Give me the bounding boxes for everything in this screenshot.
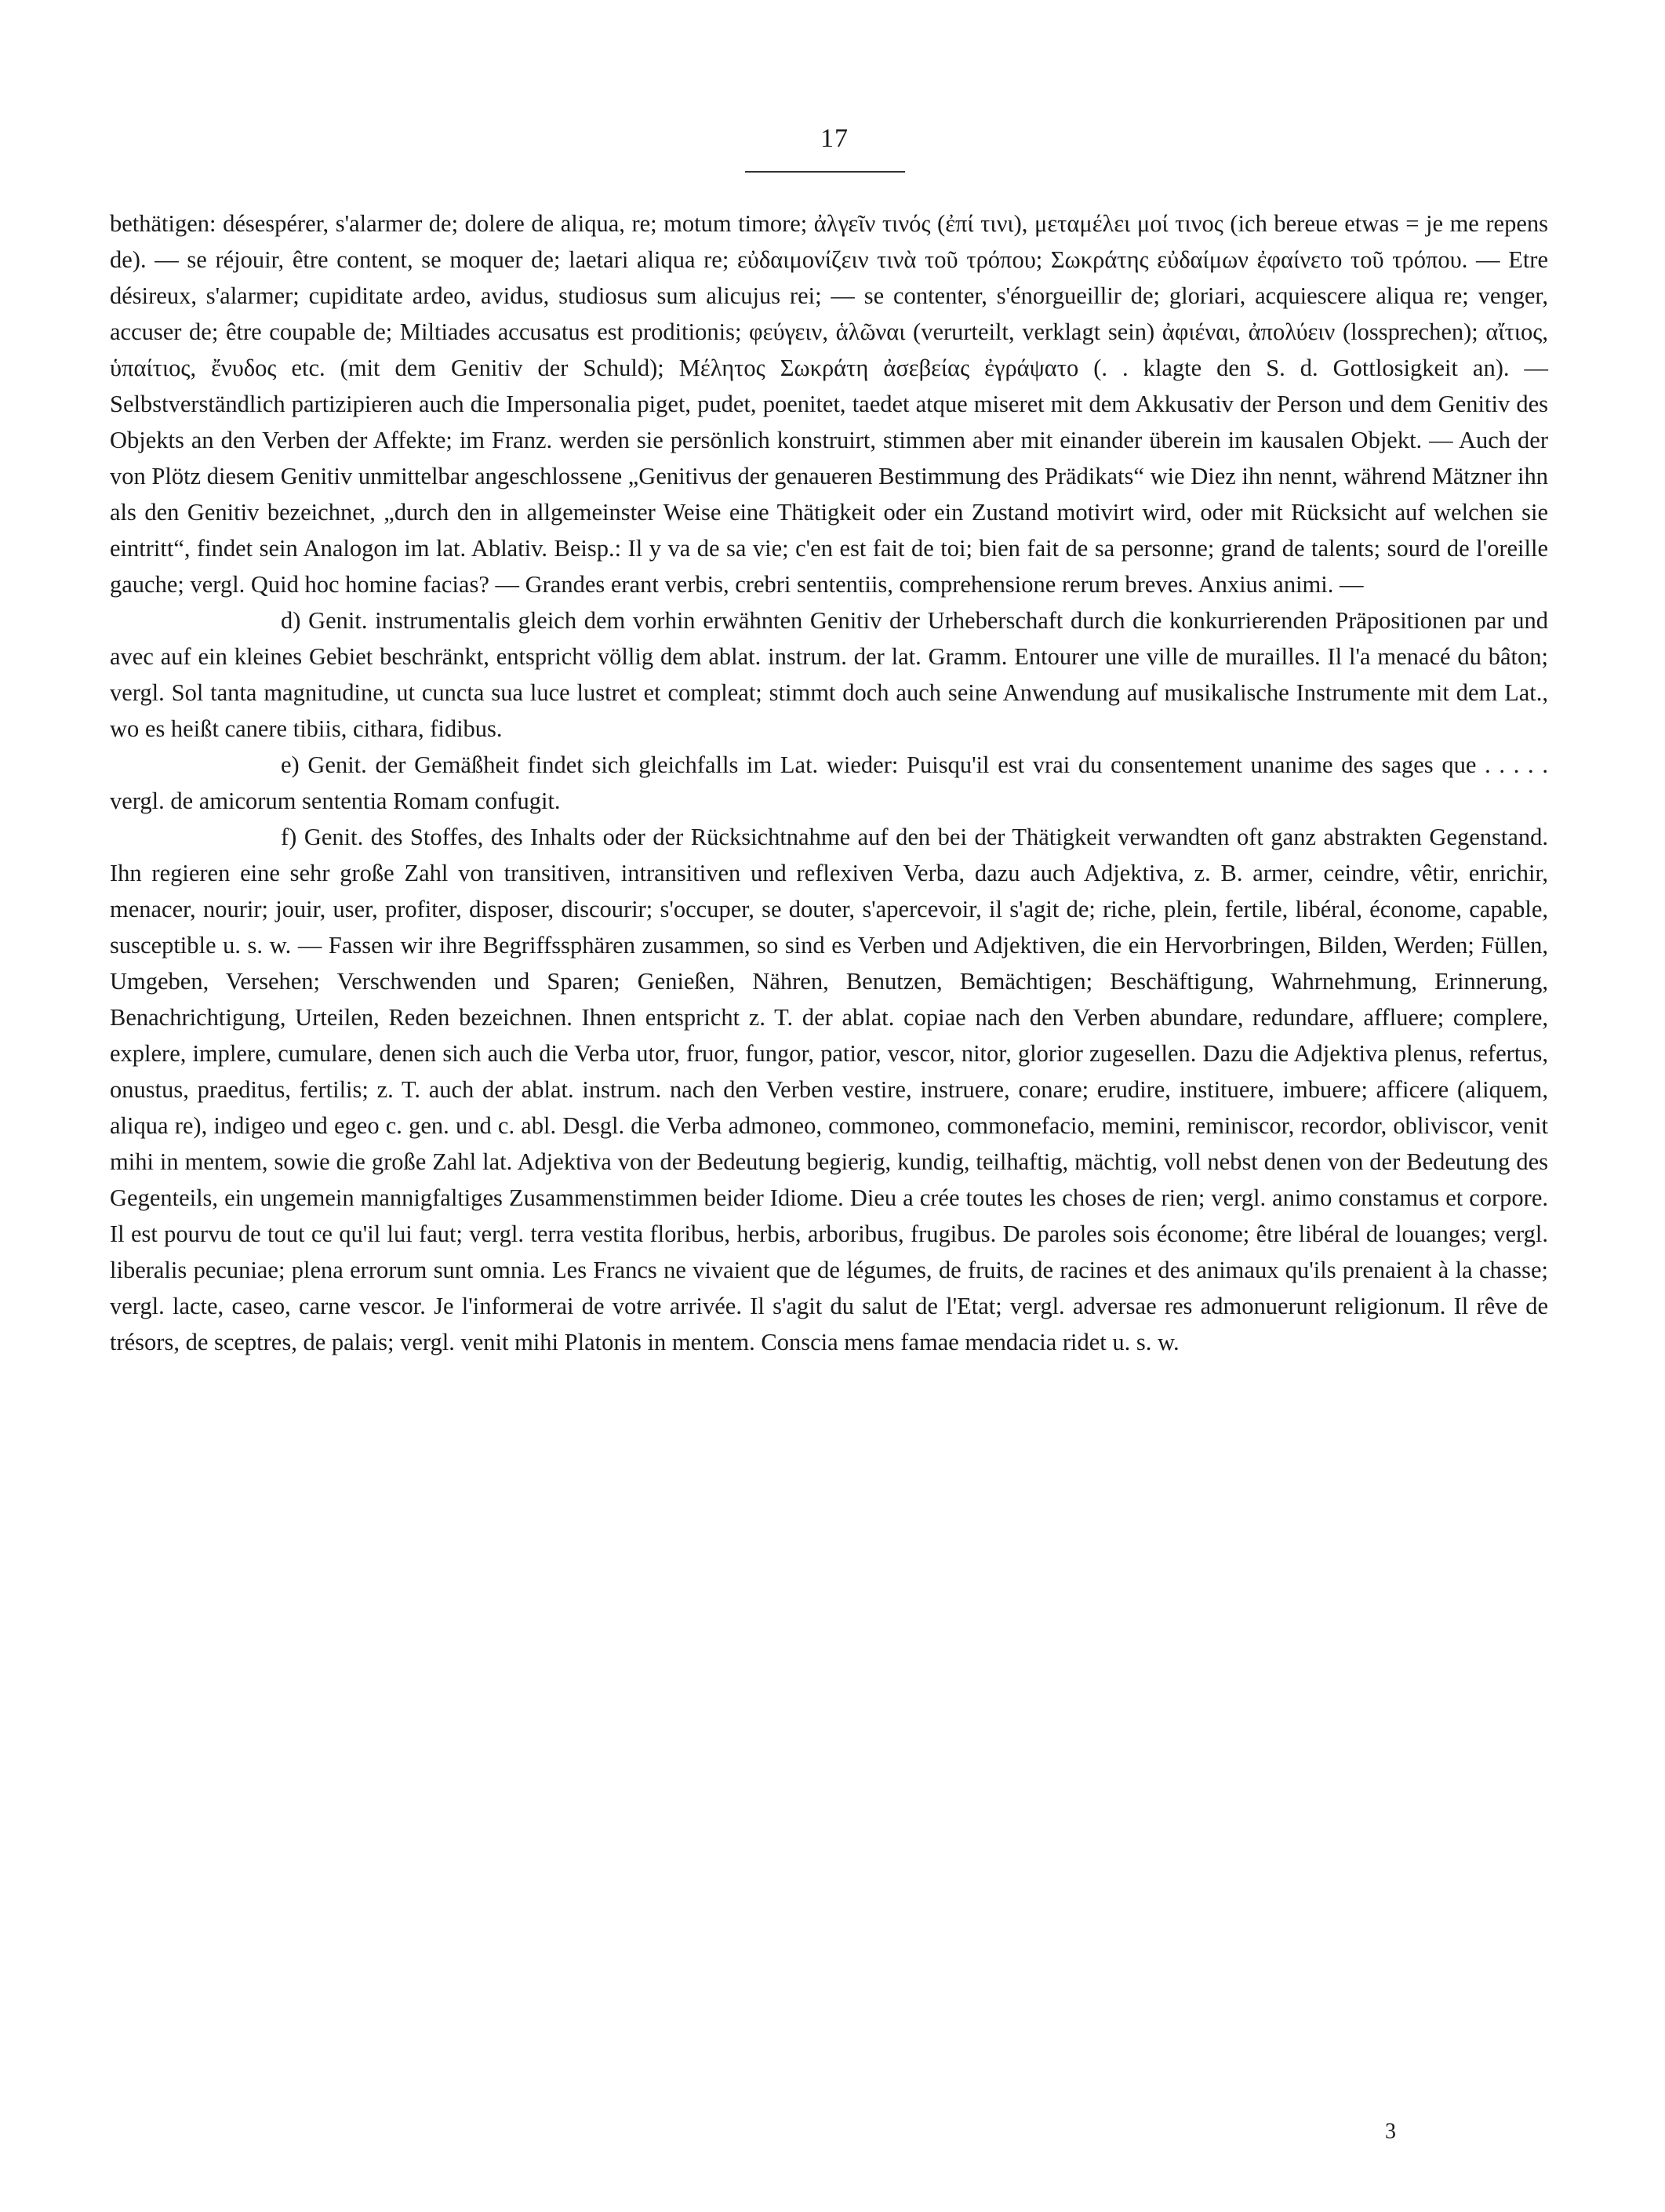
- signature-mark: 3: [1385, 2119, 1396, 2144]
- page-number: 17: [820, 124, 849, 153]
- paragraph-genitive-gemaessheit: e) Genit. der Gemäßheit findet sich gleichfalls im Lat. wieder: Puisqu'il est vrai du consentement unanime des sages que . . . . . vergl. de amicorum sententia Romam confugit.: [110, 751, 1548, 814]
- paragraph-genitive-instrumentalis: d) Genit. instrumentalis gleich dem vorhin erwähnten Genitiv der Urheberschaft durch die konkurrierenden Präpositionen par und avec auf ein kleines Gebiet beschränkt, entspricht völlig dem ablat. instrum. der lat. Gramm. Entourer une ville de murailles. Il l'a menacé du bâton; vergl. Sol tanta magnitudine, ut cuncta sua luce lustret et compleat; stimmt doch auch seine Anwendung auf musikalische Instrumente mit dem Lat., wo es heißt canere tibiis, cithara, fidibus.: [110, 607, 1548, 742]
- paragraph-continuation: bethätigen: désespérer, s'alarmer de; dolere de aliqua, re; motum timore; ἀλγεῖν τινός (ἐπί τινι), μεταμέλει μοί τινος (ich bereue etwas = je me repens de). — se réjouir, être content, se moquer de; laetari aliqua re; εὐδαιμονίζειν τινὰ τοῦ τρόπου; Σωκράτης εὐδαίμων ἐφαίνετο τοῦ τρόπου. — Etre désireux, s'alarmer; cupiditate ardeo, avidus, studiosus sum alicujus rei; — se contenter, s'énorgueillir de; gloriari, acquiescere aliqua re; venger, accuser de; être coupable de; Miltiades accusatus est proditionis; φεύγειν, ἁλῶναι (verurteilt, verklagt sein) ἀφιέναι, ἀπολύειν (lossprechen); αἴτιος, ὑπαίτιος, ἔνυδος etc. (mit dem Genitiv der Schuld); Μέλητος Σωκράτη ἀσεβείας ἐγράψατο (. . klagte den S. d. Gottlosigkeit an). — Selbstverständlich partizipieren auch die Impersonalia piget, pudet, poenitet, taedet atque miseret mit dem Akkusativ der Person und dem Genitiv des Objekts an den Verben der Affekte; im Franz. werden sie persönlich konstruirt, stimmen aber mit einander überein im kausalen Objekt. — Auch der von Plötz diesem Genitiv unmittelbar angeschlossene „Genitivus der genaueren Bestimmung des Prädikats“ wie Diez ihn nennt, während Mätzner ihn als den Genitiv bezeichnet, „durch den in allgemeinster Weise eine Thätigkeit oder ein Zustand motivirt wird, oder mit Rücksicht auf welchen sie eintritt“, findet sein Analogon im lat. Ablativ. Beisp.: Il y va de sa vie; c'en est fait de toi; bien fait de sa personne; grand de talents; sourd de l'oreille gauche; vergl. Quid hoc homine facias? — Grandes erant verbis, crebri sententiis, comprehensione rerum breves. Anxius animi. —: [110, 210, 1548, 598]
- page-body: [110, 206, 1548, 1360]
- paragraph-genitive-stoffes: f) Genit. des Stoffes, des Inhalts oder der Rücksichtnahme auf den bei der Thätigkeit verwandten oft ganz abstrakten Gegenstand. Ihn regieren eine sehr große Zahl von transitiven, intransitiven und reflexiven Verba, dazu auch Adjektiva, z. B. armer, ceindre, vêtir, enrichir, menacer, nourir; jouir, user, profiter, disposer, discourir; s'occuper, se douter, s'apercevoir, il s'agit de; riche, plein, fertile, libéral, économe, capable, susceptible u. s. w. — Fassen wir ihre Begriffssphären zusammen, so sind es Verben und Adjektiven, die ein Hervorbringen, Bilden, Werden; Füllen, Umgeben, Versehen; Verschwenden und Sparen; Genießen, Nähren, Benutzen, Bemächtigen; Beschäftigung, Wahrnehmung, Erinnerung, Benachrichtigung, Urteilen, Reden bezeichnen. Ihnen entspricht z. T. der ablat. copiae nach den Verben abundare, redundare, affluere; complere, explere, implere, cumulare, denen sich auch die Verba utor, fruor, fungor, patior, vescor, nitor, glorior zugesellen. Dazu die Adjektiva plenus, refertus, onustus, praeditus, fertilis; z. T. auch der ablat. instrum. nach den Verben vestire, instruere, conare; erudire, instituere, imbuere; afficere (aliquem, aliqua re), indigeo und egeo c. gen. und c. abl. Desgl. die Verba admoneo, commoneo, commonefacio, memini, reminiscor, recordor, obliviscor, venit mihi in mentem, sowie die große Zahl lat. Adjektiva von der Bedeutung begierig, kundig, teilhaftig, mächtig, voll nebst denen von der Bedeutung des Gegenteils, ein ungemein mannigfaltiges Zusammenstimmen beider Idiome. Dieu a crée toutes les choses de rien; vergl. animo constamus et corpore. Il est pourvu de tout ce qu'il lui faut; vergl. terra vestita floribus, herbis, arboribus, frugibus. De paroles sois économe; être libéral de louanges; vergl. liberalis pecuniae; plena errorum sunt omnia. Les Francs ne vivaient que de légumes, de fruits, de racines et des animaux qu'ils prenaient à la chasse; vergl. lacte, caseo, carne vescor. Je l'informerai de votre arrivée. Il s'agit du salut de l'Etat; vergl. adversae res admonuerunt religionum. Il rêve de trésors, de sceptres, de palais; vergl. venit mihi Platonis in mentem. Conscia mens famae mendacia ridet u. s. w.: [110, 824, 1548, 1355]
- header-rule: [745, 171, 905, 173]
